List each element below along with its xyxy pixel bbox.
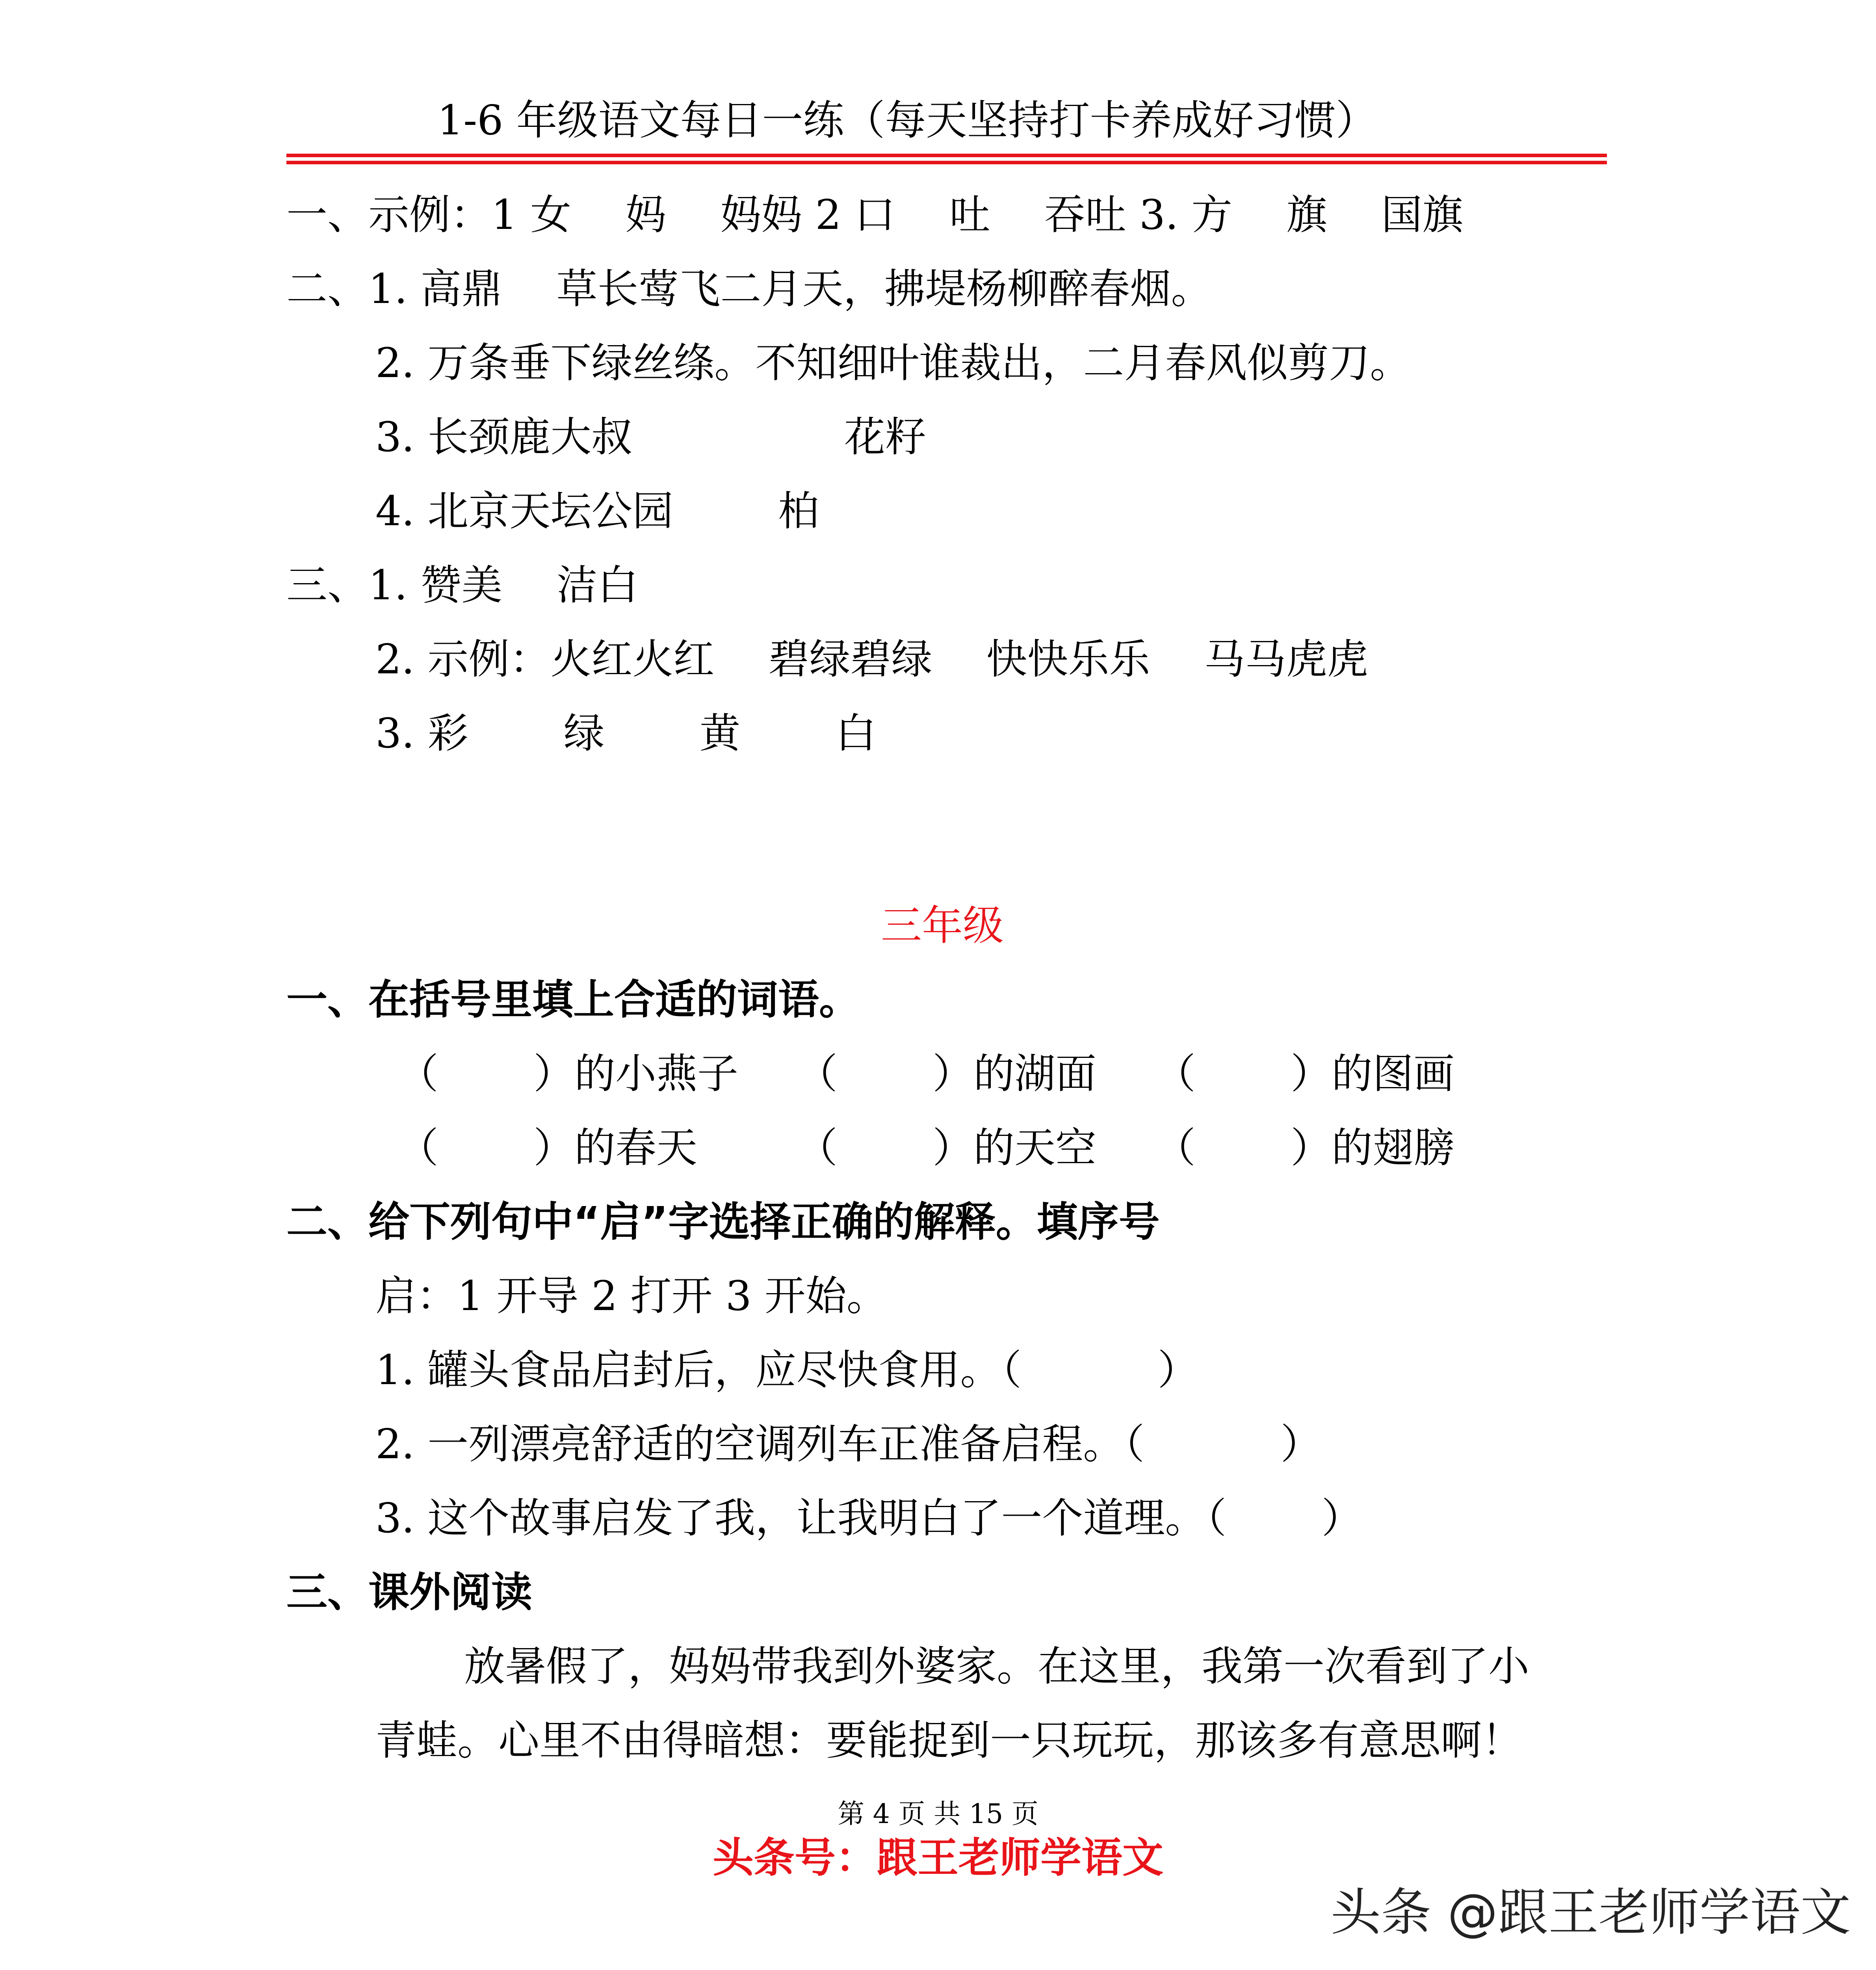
fill-blank-item: （ ）的小燕子 [397,1050,739,1098]
reading-paragraph-line2: 青蛙。心里不由得暗想：要能捉到一只玩玩，那该多有意思啊！ [375,1716,1523,1764]
fill-blank-item: （ ）的翅膀 [1155,1124,1455,1172]
page-title: 1-6 年级语文每日一练（每天坚持打卡养成好习惯） [437,96,1377,144]
answer-q1: 一、示例：1 女 妈 妈妈 2 口 吐 吞吐 3. 方 旗 国旗 [286,191,1464,239]
section1-title: 一、在括号里填上合适的词语。 [286,976,860,1024]
grade-heading: 三年级 [881,901,1004,950]
answer-q2-3-b: 花籽 [844,413,927,461]
reading-paragraph-line1: 放暑假了，妈妈带我到外婆家。在这里，我第一次看到了小 [464,1642,1530,1690]
title-rule-top [286,154,1607,157]
spacer [0,782,1876,900]
section3-title: 三、课外阅读 [286,1568,533,1616]
answer-q3-1: 三、1. 赞美 洁白 [286,561,639,609]
section2-title: 二、给下列句中“启”字选择正确的解释。填序号 [286,1198,1160,1246]
answer-q2-4-b: 柏 [778,487,819,535]
account-label: 头条号：跟王老师学语文 [712,1833,1163,1882]
question-item: 2. 一列漂亮舒适的空调列车正准备启程。（ ） [375,1420,1322,1468]
title-rule-bottom [286,161,1607,164]
question-item: 1. 罐头食品启封后，应尽快食用。（ ） [375,1346,1199,1394]
fill-blank-item: （ ）的图画 [1155,1050,1455,1098]
question-item: 3. 这个故事启发了我，让我明白了一个道理。（ ） [375,1494,1363,1542]
answer-q2-4: 4. 北京天坛公园 [375,487,674,535]
page-number: 第 4 页 共 15 页 [838,1799,1038,1830]
fill-blank-item: （ ）的湖面 [797,1050,1097,1098]
answer-q2-3: 3. 长颈鹿大叔 [375,413,633,461]
answer-q3-3: 3. 彩 绿 黄 白 [375,709,877,757]
answer-q2-2: 2. 万条垂下绿丝绦。不知细叶谁裁出，二月春风似剪刀。 [375,339,1411,387]
answer-q2-1: 二、1. 高鼎 草长莺飞二月天，拂堤杨柳醉春烟。 [286,265,1212,313]
definition-line: 启：1 开导 2 打开 3 开始。 [375,1272,888,1320]
watermark: 头条 @跟王老师学语文 [1330,1883,1851,1942]
fill-blank-item: （ ）的天空 [797,1124,1097,1172]
answer-q3-2: 2. 示例：火红火红 碧绿碧绿 快快乐乐 马马虎虎 [375,635,1368,683]
fill-blank-item: （ ）的春天 [397,1124,698,1172]
